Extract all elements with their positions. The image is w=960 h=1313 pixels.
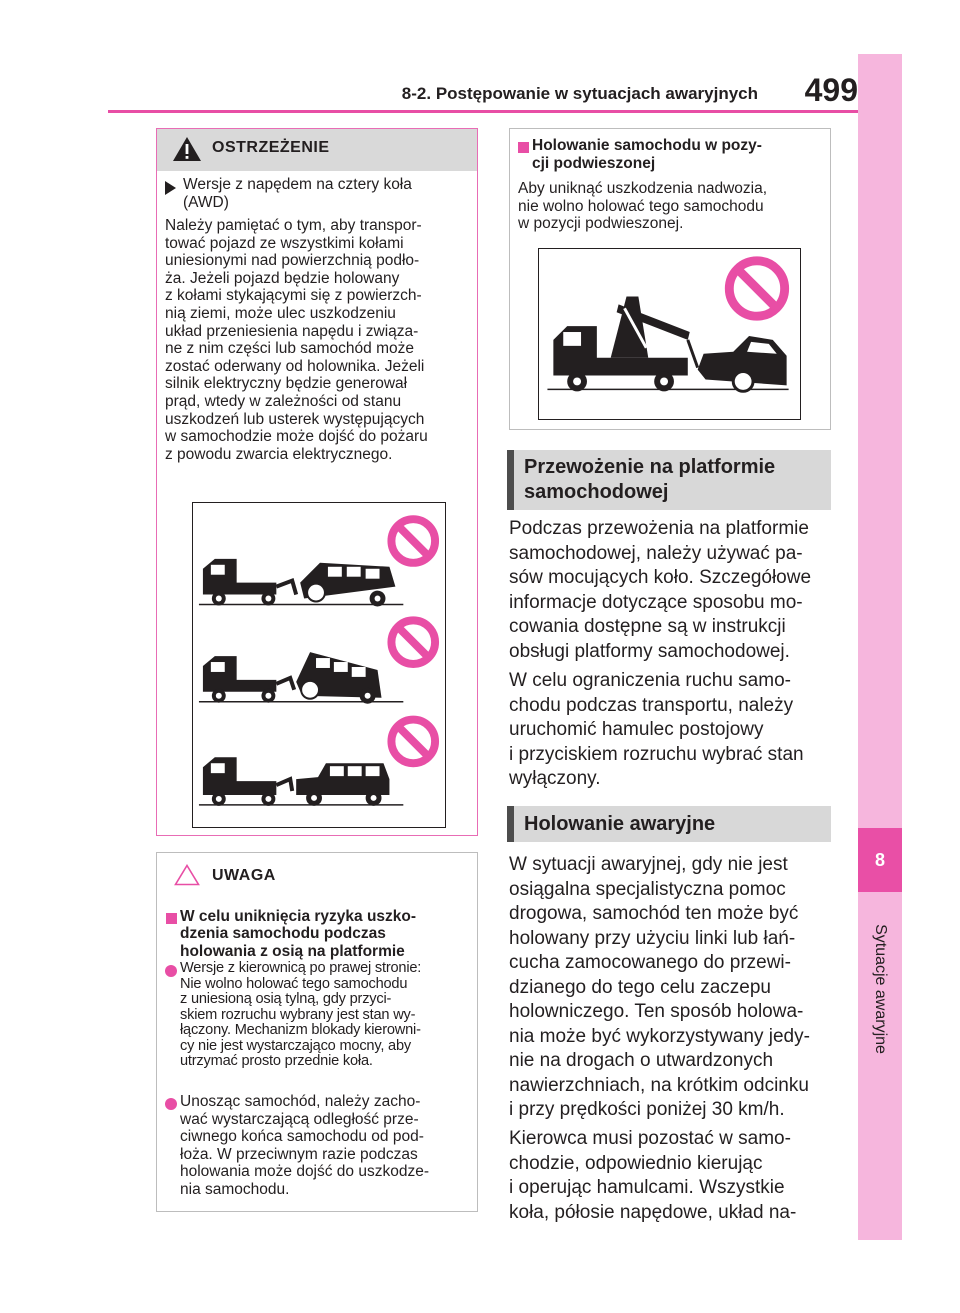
suspended-heading	[532, 137, 762, 173]
warning-bullet-heading-line: (AWD)	[183, 194, 229, 211]
prohibited-icon	[391, 519, 435, 563]
heading-line: Przewożenie na platformie	[524, 456, 776, 478]
text-line: uszkodzeń lub usterek występujących	[165, 410, 425, 428]
text-line: Należy pamiętać o tym, aby transpor-	[165, 217, 422, 234]
text-line: łoża. W przeciwnym razie podczas	[180, 1145, 418, 1163]
text-line: holowany przy użyciu linki lub łań-	[509, 927, 796, 949]
text-line: cucha zamocowanego do przewi-	[509, 952, 791, 973]
chapter-title: Sytuacje awaryjne	[872, 924, 889, 1054]
text-line: w pozycji podwieszonej.	[518, 215, 684, 233]
text-line: W celu ograniczenia ruchu samo-	[509, 670, 791, 691]
text-line: chodzie, odpowiednio kierując	[509, 1152, 763, 1174]
text-line: i przyciskiem rozruchu wybrać stan	[509, 743, 804, 765]
text-line: Wersje z kierownicą po prawej stronie:	[180, 960, 422, 976]
platform-paragraph-1	[509, 517, 839, 664]
caution-title: UWAGA	[212, 867, 276, 884]
text-line: obsługi platformy samochodowej.	[509, 640, 790, 662]
text-line: uniesionymi nad powierzchnią podło-	[165, 252, 420, 270]
text-line: sów mocujących koło. Szczegółowe	[509, 567, 812, 588]
text-line: W sytuacji awaryjnej, gdy nie jest	[509, 854, 788, 875]
text-line: holowniczego. Ten sposób holowa-	[509, 1001, 804, 1022]
text-line: i operując hamulcami. Wszystkie	[509, 1177, 785, 1198]
text-line: Aby uniknąć uszkodzenia nadwozia,	[518, 180, 768, 197]
tow-scene-2	[199, 652, 403, 704]
caution-heading	[180, 908, 416, 960]
text-line: łączony. Mechanizm blokady kierowni-	[180, 1022, 421, 1038]
emergency-paragraph-2	[509, 1127, 839, 1225]
text-line: informacje dotyczące sposobu mo-	[509, 591, 803, 613]
text-line: silnik elektryczny będzie generował	[165, 375, 408, 393]
text-line: Unosząc samochód, należy zacho-	[180, 1093, 421, 1110]
prohibited-icon	[729, 261, 784, 316]
chapter-title-vertical	[858, 900, 902, 1120]
text-line: koła, półosie napędowe, układ na-	[509, 1201, 797, 1223]
caution-triangle-icon	[174, 864, 200, 886]
text-line: z powodu zwarcia elektrycznego.	[165, 445, 393, 463]
round-bullet-icon	[165, 1098, 177, 1110]
text-line: prąd, wtedy w zależności od stanu	[165, 392, 402, 410]
text-line: Podczas przewożenia na platformie	[509, 518, 809, 539]
text-line: nia samochodu.	[180, 1180, 290, 1198]
text-line: nia może być wykorzystywany jedy-	[509, 1025, 810, 1047]
text-line: Nie wolno holować tego samochodu	[180, 975, 408, 992]
text-line: nawierzchniach, na krótkim odcinku	[509, 1074, 809, 1096]
text-line: cowania dostępne są w instrukcji	[509, 616, 786, 637]
tow-scene-1	[199, 559, 403, 607]
caution-item-2	[180, 1093, 476, 1199]
text-line: nie na drogach o utwardzonych	[509, 1050, 774, 1071]
emergency-paragraph-1	[509, 853, 839, 1123]
text-line: dzianego do tego celu zaczepu	[509, 976, 771, 998]
warning-title: OSTRZEŻENIE	[212, 139, 330, 156]
emergency-section-heading	[507, 806, 831, 842]
text-line: dzenia samochodu podczas	[180, 925, 386, 943]
triangle-bullet-icon	[165, 181, 176, 195]
prohibited-towing-illustration	[192, 502, 446, 828]
text-line: Holowanie samochodu w pozy-	[532, 137, 762, 154]
text-line: utrzymać prosto przednie koła.	[180, 1053, 373, 1069]
platform-paragraph-2	[509, 669, 839, 792]
text-line: uruchomić hamulec postojowy	[509, 719, 764, 740]
prohibited-icon	[391, 620, 435, 664]
text-line: cy nie jest wystarczająco mocny, aby	[180, 1037, 411, 1054]
platform-section-heading	[507, 450, 831, 510]
square-bullet-icon	[166, 913, 177, 924]
text-line: tować pojazd ze wszystkimi kołami	[165, 234, 404, 252]
caution-item-1	[180, 961, 476, 1070]
text-line: zostać oderwany od holownika. Jeżeli	[165, 357, 425, 375]
prohibited-icon	[391, 720, 435, 764]
warning-text	[165, 217, 475, 463]
text-line: drogowa, samochód ten może być	[509, 903, 799, 924]
text-line: ne z nim części lub samochód może	[165, 340, 414, 358]
heading-line: samochodowej	[524, 481, 669, 503]
text-line: holowania może dojść do uszkodze-	[180, 1163, 429, 1181]
heading-line: Holowanie awaryjne	[524, 813, 716, 835]
chapter-number: 8	[874, 850, 885, 870]
text-line: chodu podczas transportu, należy	[509, 694, 794, 716]
text-line: nią ziemi, może ulec uszkodzeniu	[165, 304, 396, 322]
tow-scene-3	[199, 757, 403, 806]
text-line: ża. Jeżeli pojazd będzie holowany	[165, 269, 400, 287]
header-section-title: 8-2. Postępowanie w sytuacjach awaryjnych	[401, 84, 758, 103]
text-line: z uniesioną osią tylną, gdy przyci-	[180, 991, 392, 1007]
text-line: układ przeniesienia napędu i związa-	[165, 322, 419, 340]
text-line: W celu uniknięcia ryzyka uszko-	[180, 908, 417, 925]
page-number: 499	[804, 72, 858, 108]
text-line: Kierowca musi pozostać w samo-	[509, 1128, 791, 1149]
text-line: samochodowej, należy używać pa-	[509, 542, 803, 564]
text-line: cji podwieszonej	[532, 155, 656, 172]
text-line: z kołami stykającymi się z powierzch-	[165, 287, 422, 305]
text-line: wać wystarczającą odległość prze-	[180, 1110, 419, 1128]
suspended-text	[518, 180, 767, 233]
text-line: holowania z osią na platformie	[180, 942, 405, 960]
caution-header	[157, 853, 477, 895]
wheel-lift-prohibited-illustration	[538, 248, 801, 420]
warning-triangle-icon	[172, 136, 202, 162]
round-bullet-icon	[165, 965, 177, 977]
text-line: skiem rozruchu wybrany jest stan wy-	[180, 1006, 416, 1023]
text-line: wyłączony.	[509, 768, 601, 789]
text-line: ciwnego końca samochodu od pod-	[180, 1128, 424, 1146]
text-line: w samochodzie może dojść do pożaru	[165, 428, 428, 446]
warning-bullet-heading-line: Wersje z napędem na cztery koła	[183, 176, 412, 193]
text-line: i przy prędkości poniżej 30 km/h.	[509, 1099, 785, 1120]
header-divider	[108, 110, 858, 113]
text-line: nie wolno holować tego samochodu	[518, 197, 764, 215]
text-line: osiągalna specjalistyczna pomoc	[509, 878, 786, 900]
square-bullet-icon	[518, 142, 529, 153]
